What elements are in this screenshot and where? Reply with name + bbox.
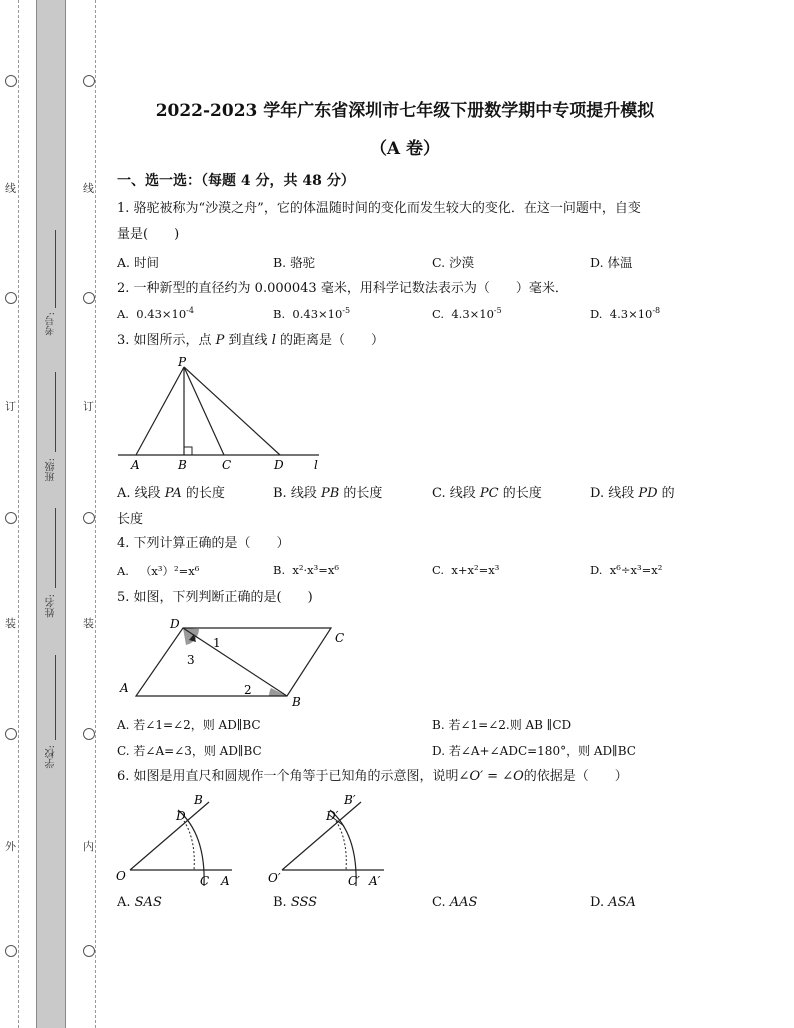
right-angle-mark (184, 447, 192, 455)
q4-option-b[interactable]: B. x²·x³=x⁶ (273, 563, 340, 577)
label-b-prime: B′ (344, 793, 356, 807)
question-1-text: 1. 骆驼被称为“沙漠之舟”，它的体温随时间的变化而发生较大的变化．在这一问题中，自变 (117, 201, 641, 216)
label-c: C (200, 874, 210, 888)
q3-option-d-wrap: 长度 (117, 512, 144, 527)
label-d: D (170, 617, 180, 631)
q6-option-a[interactable]: A. SAS (117, 895, 162, 910)
binding-band (36, 0, 66, 1028)
segment-pa (136, 367, 184, 455)
label-l: l (314, 458, 318, 472)
q6-option-c[interactable]: C. AAS (432, 895, 478, 910)
hole-circle (5, 945, 17, 957)
margin-char: 线 (83, 182, 94, 195)
q6-figure-original (114, 790, 244, 890)
question-6-text: 6. 如图是用直尺和圆规作一个角等于已知角的示意图，说明∠O′ = ∠O的依据是（ ） (117, 769, 628, 784)
q4-option-d[interactable]: D. x⁶÷x³=x² (590, 563, 663, 577)
q1-option-c[interactable]: C. 沙漠 (432, 255, 475, 270)
margin-char: 外 (5, 840, 16, 853)
hole-circle (83, 945, 95, 957)
label-b: B (292, 695, 301, 709)
diagonal-db (183, 628, 287, 696)
angle-3-label: 3 (187, 653, 195, 667)
school-label: 学校: (46, 745, 57, 769)
label-o-prime: O′ (268, 871, 281, 885)
angle-2-label: 2 (244, 683, 252, 697)
margin-char: 装 (5, 617, 16, 630)
hole-circle (5, 728, 17, 740)
exam-number-label: 考号: (46, 312, 57, 336)
q5-option-a[interactable]: A. 若∠1=∠2，则 AD∥BC (117, 718, 261, 732)
q3-option-a[interactable]: A. 线段 PA 的长度 (117, 486, 225, 501)
segment-pc (184, 367, 224, 455)
q6-figure-copy (266, 790, 396, 890)
name-label: 姓名: (46, 594, 57, 618)
question-4-text: 4. 下列计算正确的是（ ） (117, 536, 290, 551)
inner-cut-line (95, 0, 96, 1028)
q5-option-b[interactable]: B. 若∠1=∠2.则 AB ∥CD (432, 718, 572, 732)
q4-option-c[interactable]: C. x+x²=x³ (432, 563, 500, 577)
q3-option-c[interactable]: C. 线段 PC 的长度 (432, 486, 542, 501)
label-d-prime: D′ (326, 809, 339, 823)
question-1-text-cont: 量是( ) (117, 227, 180, 242)
label-a-prime: A′ (369, 874, 381, 888)
label-a: A (120, 681, 129, 695)
margin-char: 装 (83, 617, 94, 630)
label-o: O (116, 869, 126, 883)
hole-circle (5, 75, 17, 87)
label-b: B (178, 458, 187, 472)
q6-option-d[interactable]: D. ASA (590, 895, 636, 910)
q2-option-c[interactable]: C. $4.3\times 10^{-5}$ (432, 306, 502, 321)
q2-option-b[interactable]: B. $0.43\times 10^{-5}$ (273, 306, 351, 321)
q4-option-a[interactable]: A. （x³）²=x⁶ (117, 564, 200, 578)
segment-pd (184, 367, 280, 455)
page-subtitle: （A 卷） (369, 139, 441, 159)
hole-circle (83, 728, 95, 740)
page-title: 2022-2023 学年广东省深圳市七年级下册数学期中专项提升模拟 (155, 101, 655, 121)
hole-circle (5, 512, 17, 524)
q2-option-d[interactable]: D. $4.3\times 10^{-8}$ (590, 306, 661, 321)
outer-cut-line (18, 0, 19, 1028)
q3-option-b[interactable]: B. 线段 PB 的长度 (273, 486, 383, 501)
exam-number-field[interactable] (55, 230, 56, 308)
school-field[interactable] (55, 655, 56, 740)
label-d: D (274, 458, 284, 472)
question-3-text: 3. 如图所示，点 P 到直线 l 的距离是（ ） (117, 333, 384, 348)
name-field[interactable] (55, 508, 56, 588)
label-c: C (335, 631, 345, 645)
question-2-text: 2. 一种新型的直径约为 0.000043 毫米，用科学记数法表示为（ ）毫米． (117, 281, 568, 296)
margin-char: 订 (5, 400, 16, 413)
class-field[interactable] (55, 372, 56, 452)
hole-circle (5, 292, 17, 304)
hole-circle (83, 75, 95, 87)
q6-option-b[interactable]: B. SSS (273, 895, 318, 910)
section-heading: 一、选一选：（每题 4 分，共 48 分） (117, 173, 355, 189)
q5-figure (114, 612, 354, 710)
label-p: P (178, 355, 187, 369)
class-label: 班级: (46, 458, 57, 482)
q3-figure (114, 352, 329, 474)
label-c-prime: C′ (348, 874, 360, 888)
label-c: C (222, 458, 232, 472)
q1-option-d[interactable]: D. 体温 (590, 255, 633, 270)
parallelogram-abcd (136, 628, 331, 696)
q1-option-b[interactable]: B. 骆驼 (273, 255, 316, 270)
hole-circle (83, 292, 95, 304)
question-5-text: 5. 如图，下列判断正确的是( ) (117, 590, 313, 605)
label-a: A (131, 458, 140, 472)
label-a: A (221, 874, 230, 888)
q1-option-a[interactable]: A. 时间 (117, 255, 159, 270)
margin-char: 线 (5, 182, 16, 195)
margin-char: 内 (83, 840, 94, 853)
label-d: D (176, 809, 186, 823)
label-b: B (194, 793, 203, 807)
angle-1-label: 1 (213, 636, 221, 650)
margin-char: 订 (83, 400, 94, 413)
q3-option-d[interactable]: D. 线段 PD 的 (590, 486, 675, 501)
q5-option-d[interactable]: D. 若∠A+∠ADC=180°，则 AD∥BC (432, 744, 636, 758)
q5-option-c[interactable]: C. 若∠A=∠3，则 AD∥BC (117, 744, 262, 758)
q2-option-a[interactable]: A. $0.43\times 10^{-4}$ (117, 306, 194, 321)
hole-circle (83, 512, 95, 524)
